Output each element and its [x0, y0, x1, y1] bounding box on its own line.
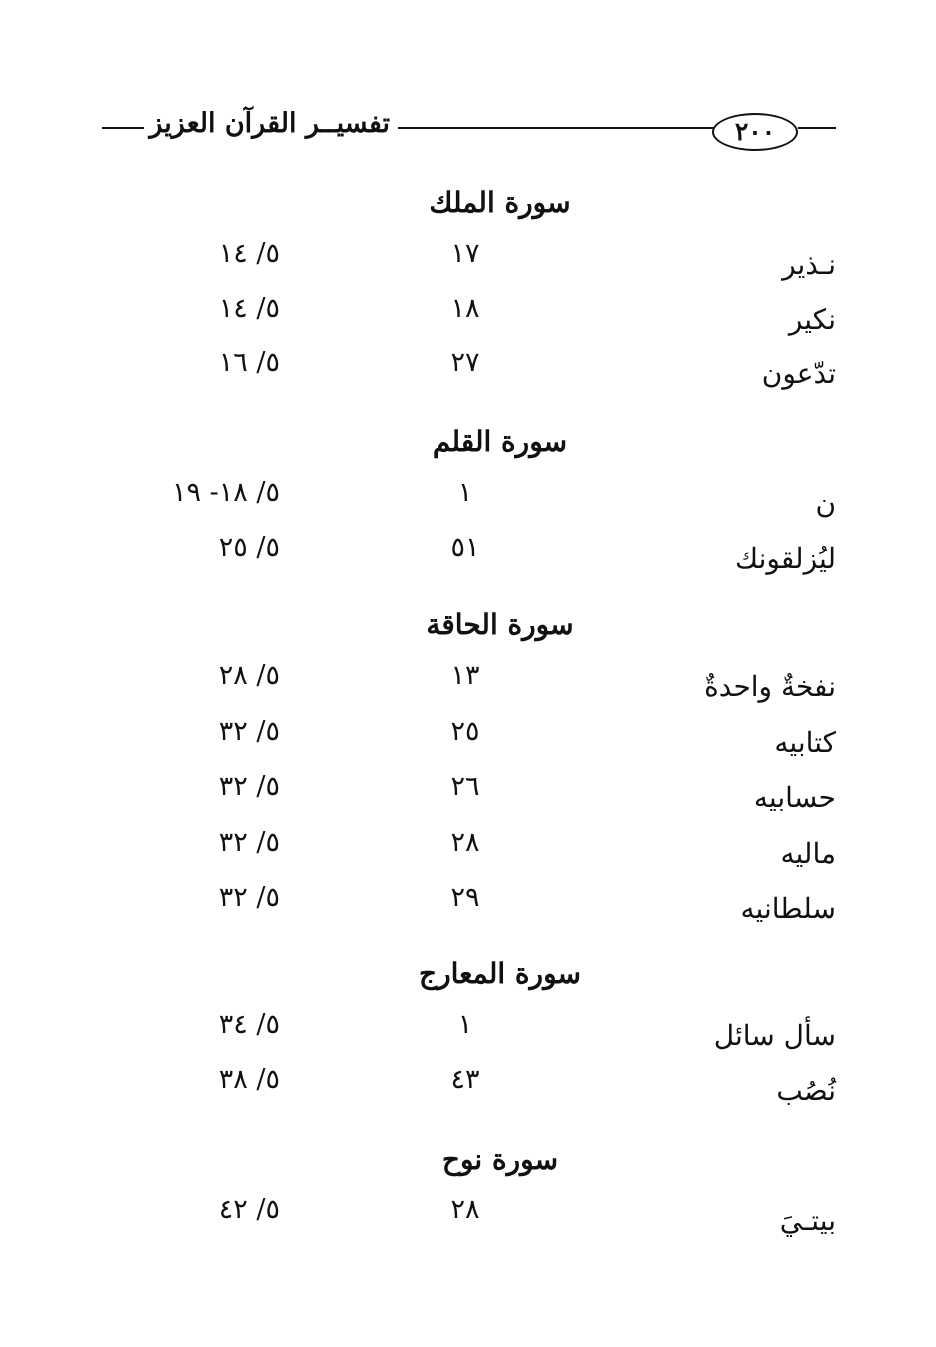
page-reference: ٥/ ٣٨ — [218, 1064, 280, 1095]
page-reference: ٥/ ٣٢ — [218, 882, 280, 913]
word-entry: ليُزلقونك — [735, 542, 836, 575]
verse-number: ٢٨ — [450, 827, 480, 858]
index-row — [0, 771, 936, 827]
verse-number: ٢٨ — [450, 1194, 480, 1225]
sura-title: سورة القلم — [432, 425, 568, 458]
page-reference: ٥/ ٣٢ — [218, 716, 280, 747]
index-row — [0, 477, 936, 533]
page-reference: ٥/ ٢٥ — [218, 532, 280, 563]
book-title: تفسيــر القرآن العزيز — [149, 108, 390, 139]
sura-title: سورة نوح — [441, 1143, 559, 1176]
page-reference: ٥/ ٣٢ — [218, 771, 280, 802]
page-reference: ٥/ ١٦ — [218, 347, 280, 378]
verse-number: ٢٩ — [450, 882, 480, 913]
verse-number: ١٧ — [450, 238, 480, 269]
verse-number: ١ — [457, 1009, 473, 1040]
sura-title: سورة المعارج — [419, 957, 581, 990]
index-row — [0, 660, 936, 716]
word-entry: بيتـيَ — [779, 1204, 836, 1237]
verse-number: ٢٧ — [450, 347, 480, 378]
verse-number: ٥١ — [450, 532, 480, 563]
word-entry: نكير — [788, 303, 836, 336]
word-entry: نفخةٌ واحدةٌ — [704, 670, 836, 703]
word-entry: ن — [815, 487, 836, 520]
page-reference: ٥/ ٤٢ — [218, 1194, 280, 1225]
page-reference: ٥/ ٢٨ — [218, 660, 280, 691]
page-reference: ٥/ ٣٤ — [218, 1009, 280, 1040]
page-number: ٢٠٠ — [712, 113, 798, 151]
index-row — [0, 1194, 936, 1250]
verse-number: ٢٦ — [450, 771, 480, 802]
index-row — [0, 716, 936, 772]
word-entry: تدّعون — [761, 357, 836, 390]
word-entry: كتابيه — [774, 726, 836, 759]
index-row — [0, 238, 936, 294]
sura-title: سورة الحاقة — [426, 608, 574, 641]
page-reference: ٥/ ١٨- ١٩ — [172, 477, 280, 508]
word-entry: سأل سائل — [713, 1019, 836, 1052]
index-row — [0, 293, 936, 349]
index-row — [0, 1009, 936, 1065]
verse-number: ١ — [457, 477, 473, 508]
verse-number: ٤٣ — [450, 1064, 480, 1095]
index-row — [0, 882, 936, 938]
word-entry: حسابيه — [753, 781, 836, 814]
verse-number: ١٨ — [450, 293, 480, 324]
index-row — [0, 827, 936, 883]
index-row — [0, 532, 936, 588]
word-entry: ماليه — [780, 837, 836, 870]
page-reference: ٥/ ١٤ — [218, 293, 280, 324]
word-entry: نـذير — [782, 248, 836, 281]
index-row — [0, 1064, 936, 1120]
index-row — [0, 347, 936, 403]
sura-title: سورة الملك — [429, 186, 571, 219]
page-reference: ٥/ ١٤ — [218, 238, 280, 269]
word-entry: نُصُب — [776, 1074, 836, 1107]
verse-number: ٢٥ — [450, 716, 480, 747]
verse-number: ١٣ — [450, 660, 480, 691]
word-entry: سلطانيه — [740, 892, 836, 925]
page-reference: ٥/ ٣٢ — [218, 827, 280, 858]
